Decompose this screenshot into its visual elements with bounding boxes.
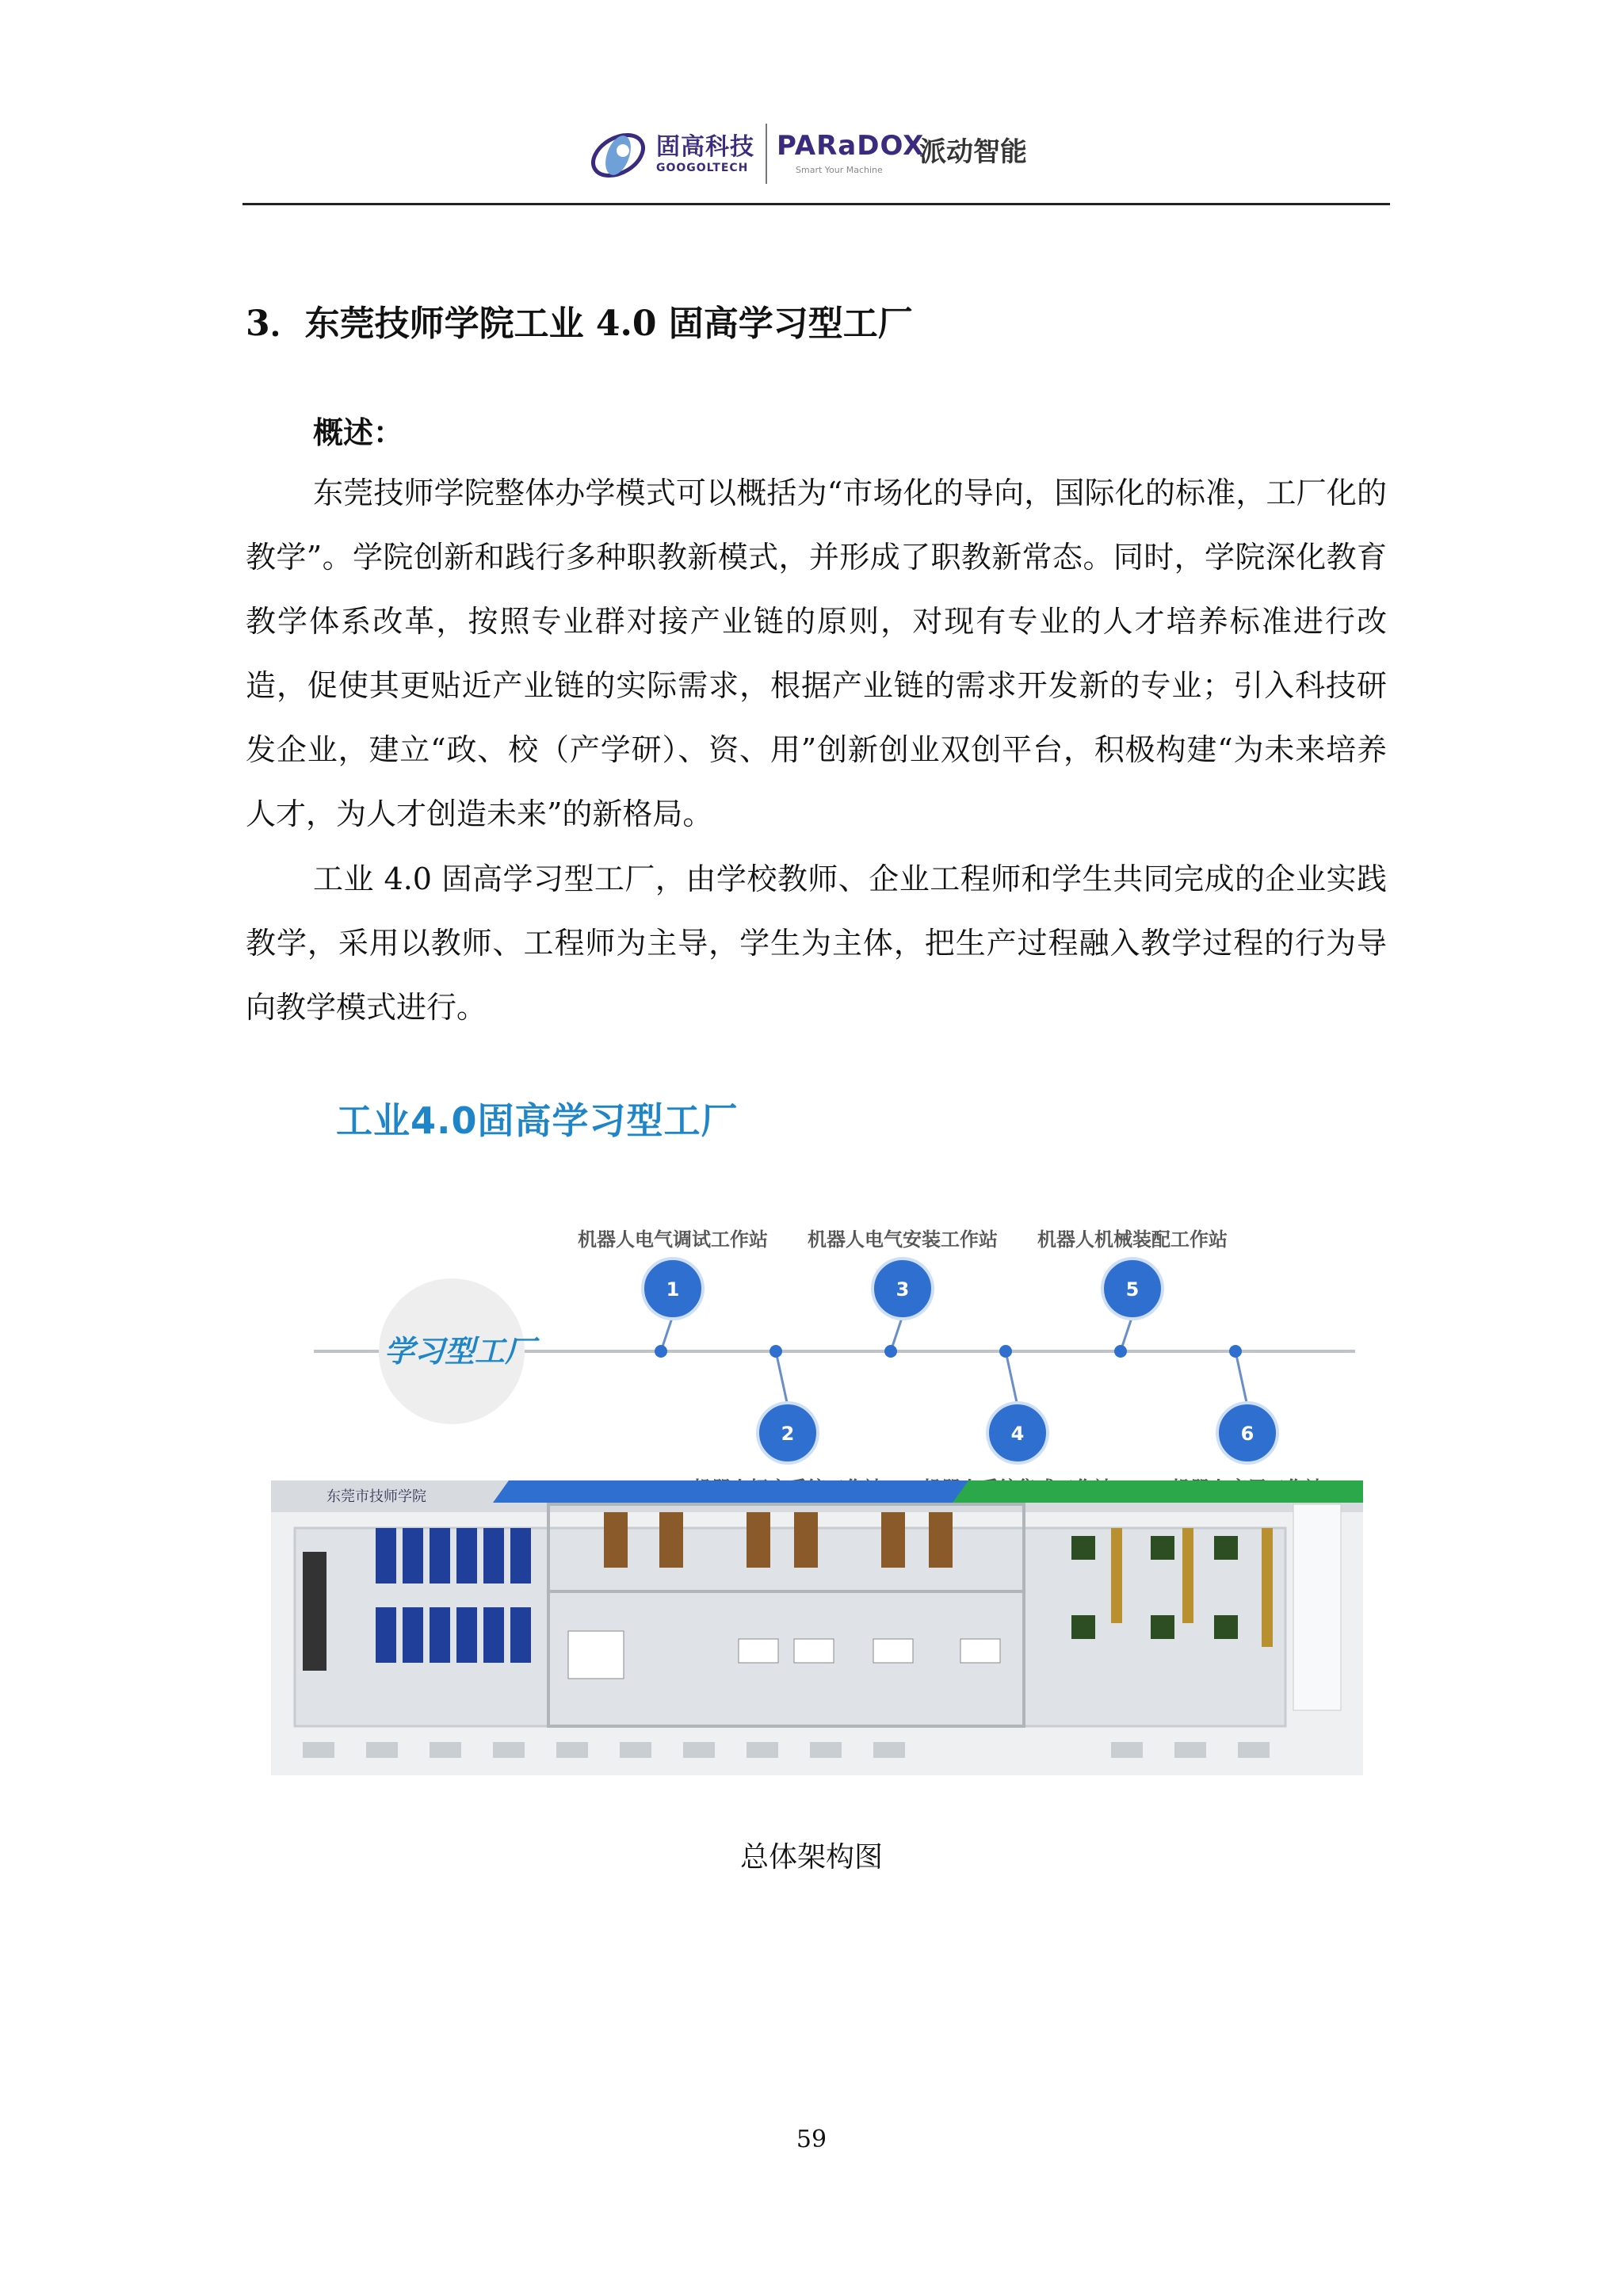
station-connector [776, 1351, 788, 1406]
timeline-dot [884, 1345, 897, 1358]
timeline-dot [769, 1345, 782, 1358]
section-title: 3．东莞技师学院工业 4.0 固高学习型工厂 [246, 304, 913, 344]
station-number: 5 [1125, 1278, 1140, 1301]
station-number: 4 [1010, 1423, 1025, 1445]
station-3 [808, 1228, 998, 1358]
station-connector [1006, 1351, 1018, 1406]
station-connector [1235, 1351, 1247, 1406]
station-number: 6 [1240, 1423, 1254, 1445]
station-number: 3 [896, 1278, 910, 1301]
page-header [0, 0, 1623, 206]
station-label: 机器人机械装配工作站 [1037, 1228, 1228, 1251]
station-1 [578, 1228, 768, 1358]
timeline-dot [999, 1345, 1012, 1358]
station-5 [1037, 1228, 1228, 1358]
floor-plan-image [271, 1480, 1363, 1775]
overview-label: 概述： [313, 415, 404, 450]
brand-name: PARaDOX [777, 130, 925, 162]
brand-tagline: Smart Your Machine [796, 165, 883, 175]
station-timeline [269, 1125, 1363, 1506]
plan-sign: 东莞市技师学院 [327, 1488, 426, 1505]
paragraph-1: 东莞技师学院整体办学模式可以概括为“市场化的导向，国际化的标准，工厂化的教学”。学院创新和践行多种职教新模式，并形成了职教新常态。同时，学院深化教育教学体系改革，按照专业群对接产业链的原则，对现有专业的人才培养标准进行改造，促使其更贴近产业链的实际需求，根据产业链的需求开发新的专业；引入科技研发企业，建立“政、校（产学研）、资、用”创新创业双创平台，积极构建“为未来培养人才，为人才创造未来”的新格局。 [246, 476, 1387, 831]
factory-figure [269, 1078, 1363, 1775]
logo-divider [766, 124, 767, 184]
station-4 [922, 1345, 1113, 1499]
timeline-dot [1229, 1345, 1242, 1358]
page-number: 59 [796, 2126, 827, 2153]
figure-title: 工业4.0固高学习型工厂 [336, 1099, 739, 1142]
logo-cn-text: 固高科技 [656, 133, 754, 161]
brand-cn-name: 派动智能 [919, 136, 1027, 168]
hub-label: 学习型工厂 [384, 1334, 536, 1369]
station-number: 2 [781, 1423, 795, 1445]
station-label: 机器人电气安装工作站 [808, 1228, 998, 1251]
station-2 [693, 1345, 883, 1499]
station-group [578, 1228, 1323, 1499]
logo-en-text: GOOGOLTECH [656, 162, 749, 174]
header-logos [586, 119, 1046, 190]
station-number: 1 [666, 1278, 680, 1301]
googoltech-logo-icon [586, 124, 648, 185]
timeline-dot [1114, 1345, 1127, 1358]
timeline-dot [655, 1345, 667, 1358]
header-rule [242, 203, 1390, 205]
figure-caption: 总体架构图 [739, 1841, 883, 1874]
station-label: 机器人电气调试工作站 [578, 1228, 768, 1251]
station-6 [1171, 1345, 1323, 1499]
paragraph-2: 工业 4.0 固高学习型工厂，由学校教师、企业工程师和学生共同完成的企业实践教学，采用以教师、工程师为主导，学生为主体，把生产过程融入教学过程的行为导向教学模式进行。 [246, 861, 1387, 1025]
